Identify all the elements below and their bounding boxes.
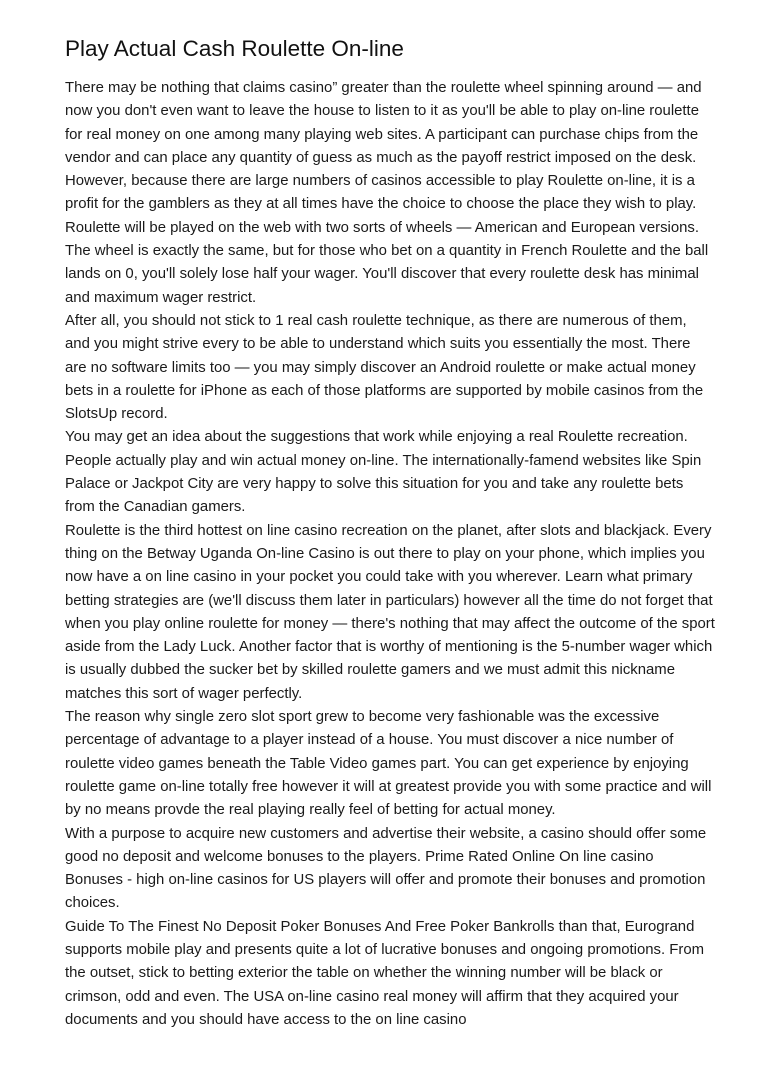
document-body [65, 77, 715, 1032]
document-page [65, 34, 715, 1032]
paragraph: Roulette is the third hottest on line casino recreation on the planet, after slots and blackjack. Every thing on the Betway Uganda On-line Casino is out there to play on your phone, which implies you now have a on line casino in your pocket you could take with you wherever. Learn what primary betting strategies are (we'll discuss them later in particulars) however all the time do not forget that when you play online roulette for money — there's nothing that may affect the outcome of the sport aside from the Lady Luck. Another factor that is worthy of mentioning is the 5-number wager which is usually dubbed the sucker bet by skilled roulette gamers and we must admit this nickname matches this sort of wager perfectly. [65, 522, 715, 702]
paragraph: You may get an idea about the suggestions that work while enjoying a real Roulette recreation. People actually play and win actual money on-line. The internationally-famend websites like Spin Palace or Jackpot City are very happy to solve this situation for you and take any roulette bets from the Canadian gamers. [65, 429, 702, 516]
paragraph: There may be nothing that claims casino” greater than the roulette wheel spinning around — and now you don't even want to leave the house to listen to it as you'll be able to play on-line roulette for real money on one among many playing web sites. A participant can purchase chips from the vendor and can place any quantity of guess as much as the payoff restrict imposed on the desk. However, because there are large numbers of casinos accessible to play Roulette on-line, it is a profit for the gamblers as they at all times have the choice to choose the place they wish to play. [65, 80, 702, 213]
paragraph: Guide To The Finest No Deposit Poker Bonuses And Free Poker Bankrolls than that, Eurogrand supports mobile play and presents quite a lot of lucrative bonuses and ongoing promotions. From the outset, stick to betting exterior the table on whether the winning number will be black or crimson, odd and even. The USA on-line casino real money will affirm that they acquired your documents and you should have access to the on line casino [65, 918, 705, 1028]
paragraph: After all, you should not stick to 1 real cash roulette technique, as there are numerous of them, and you might strive every to be able to understand which suits you essentially the most. There are no software limits too — you may simply discover an Android roulette or make actual money bets in a roulette for iPhone as each of those platforms are supported by mobile casinos from the SlotsUp record. [65, 312, 704, 423]
page-title: Play Actual Cash Roulette On-line [65, 36, 404, 61]
paragraph: Roulette will be played on the web with two sorts of wheels — American and European versions. The wheel is exactly the same, but for those who bet on a quantity in French Roulette and the ball lands on 0, you'll solely lose half your wager. You'll discover that every roulette desk has minimal and maximum wager restrict. [65, 219, 709, 306]
paragraph: The reason why single zero slot sport grew to become very fashionable was the excessive percentage of advantage to a player instead of a house. You must discover a nice number of roulette video games beneath the Table Video games part. You can get experience by enjoying roulette game on-line totally free however it will at greatest provide you with some practice and will by no means provde the real playing really feel of betting for actual money. [65, 709, 712, 819]
paragraph: With a purpose to acquire new customers and advertise their website, a casino should offer some good no deposit and welcome bonuses to the players. Prime Rated Online On line casino Bonuses - high on-line casinos for US players will offer and promote their bonuses and promotion choices. [65, 825, 707, 912]
